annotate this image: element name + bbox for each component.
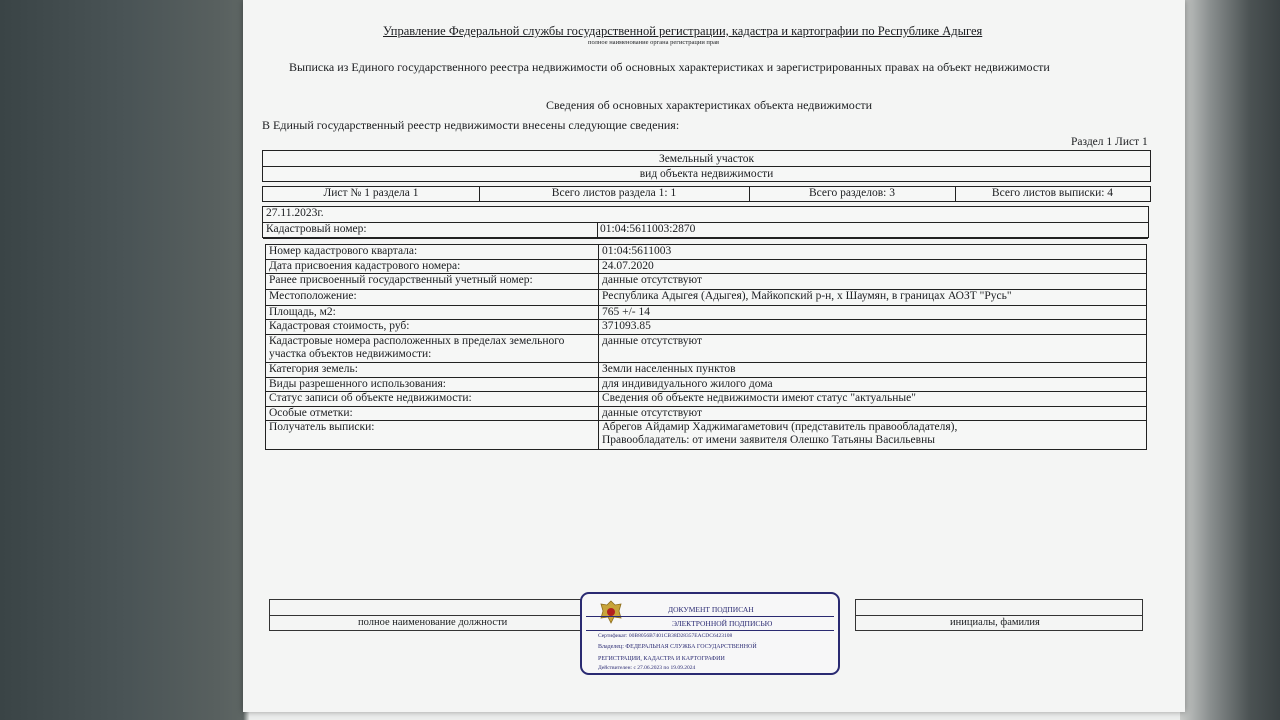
signature-position-box — [269, 599, 581, 631]
table-row: Статус записи об объекте недвижимости: Сведения об объекте недвижимости имеют статус "актуальные" — [266, 392, 1146, 407]
table-row: Дата присвоения кадастрового номера: 24.07.2020 — [266, 260, 1146, 274]
extract-title: Выписка из Единого государственного реестра недвижимости об основных характеристиках и зарегистрированных правах на объект недвижимости — [289, 60, 1050, 74]
extract-sheets-total: Всего листов выписки: 4 — [991, 187, 1114, 199]
object-kind: Земельный участок — [658, 153, 755, 165]
details-table — [265, 244, 1147, 450]
table-row: Номер кадастрового квартала: 01:04:5611003 — [266, 245, 1146, 260]
table-row: Ранее присвоенный государственный учетный номер: данные отсутствуют — [266, 274, 1146, 290]
table-row: Виды разрешенного использования: для индивидуального жилого дома — [266, 378, 1146, 392]
monitor-frame — [1180, 0, 1280, 720]
object-kind-table — [262, 150, 1151, 182]
stamp-owner-line1: Владелец: ФЕДЕРАЛЬНАЯ СЛУЖБА ГОСУДАРСТВЕННОЙ — [598, 644, 757, 650]
extract-date: 27.11.2023г. — [266, 207, 324, 219]
position-label: полное наименование должности — [358, 617, 508, 628]
table-row: Категория земель: Земли населенных пунктов — [266, 363, 1146, 378]
section-label: Раздел 1 Лист 1 — [1071, 136, 1148, 148]
section-title: Сведения об основных характеристиках объекта недвижимости — [546, 98, 873, 112]
object-kind-caption: вид объекта недвижимости — [639, 168, 774, 180]
cadastral-table — [262, 206, 1149, 238]
table-row: Кадастровая стоимость, руб: 371093.85 — [266, 320, 1146, 335]
sheet-number: Лист № 1 раздела 1 — [323, 187, 419, 199]
sheet-info-table — [262, 186, 1151, 202]
electronic-signature-stamp — [580, 592, 840, 675]
intro-text: В Единый государственный реестр недвижимости внесены следующие сведения: — [262, 118, 680, 132]
sections-total: Всего разделов: 3 — [809, 187, 895, 199]
name-label: инициалы, фамилия — [950, 617, 1040, 628]
cadastral-label: Кадастровый номер: — [266, 223, 367, 235]
signature-name-box — [855, 599, 1143, 631]
table-row: Получатель выписки: Абрегов Айдамир Хаджимагаметович (представитель правообладателя), Правообладатель: от имени заявителя Олешко Татьяны Васильевны — [269, 421, 958, 446]
stamp-subtitle: ЭЛЕКТРОННОЙ ПОДПИСЬЮ — [672, 619, 773, 628]
stamp-validity: Действителен: с 27.06.2023 по 19.09.2024 — [598, 665, 696, 671]
cadastral-value: 01:04:5611003:2870 — [600, 223, 696, 235]
stamp-owner-line2: РЕГИСТРАЦИИ, КАДАСТРА И КАРТОГРАФИИ — [598, 656, 725, 662]
stamp-title: ДОКУМЕНТ ПОДПИСАН — [668, 605, 754, 614]
emblem-icon — [597, 598, 625, 626]
table-row: Особые отметки: данные отсутствуют — [266, 407, 1146, 421]
section-sheets-total: Всего листов раздела 1: 1 — [551, 187, 677, 199]
org-note: полное наименование органа регистрации прав — [588, 39, 720, 46]
table-row: Площадь, м2: 765 +/- 14 — [266, 306, 1146, 320]
table-row: Кадастровые номера расположенных в пределах земельного участка объектов недвижимости: данные отсутствуют — [266, 335, 1146, 363]
stamp-certificate: Сертификат: 00B8056B7401CB38D28357EACDC6423108 — [598, 633, 733, 639]
org-name: Управление Федеральной службы государственной регистрации, кадастра и картографии по Республике Адыгея — [383, 24, 983, 38]
table-row: Местоположение: Республика Адыгея (Адыгея), Майкопский р-н, х Шаумян, в границах АОЗТ "Русь" — [266, 290, 1146, 306]
